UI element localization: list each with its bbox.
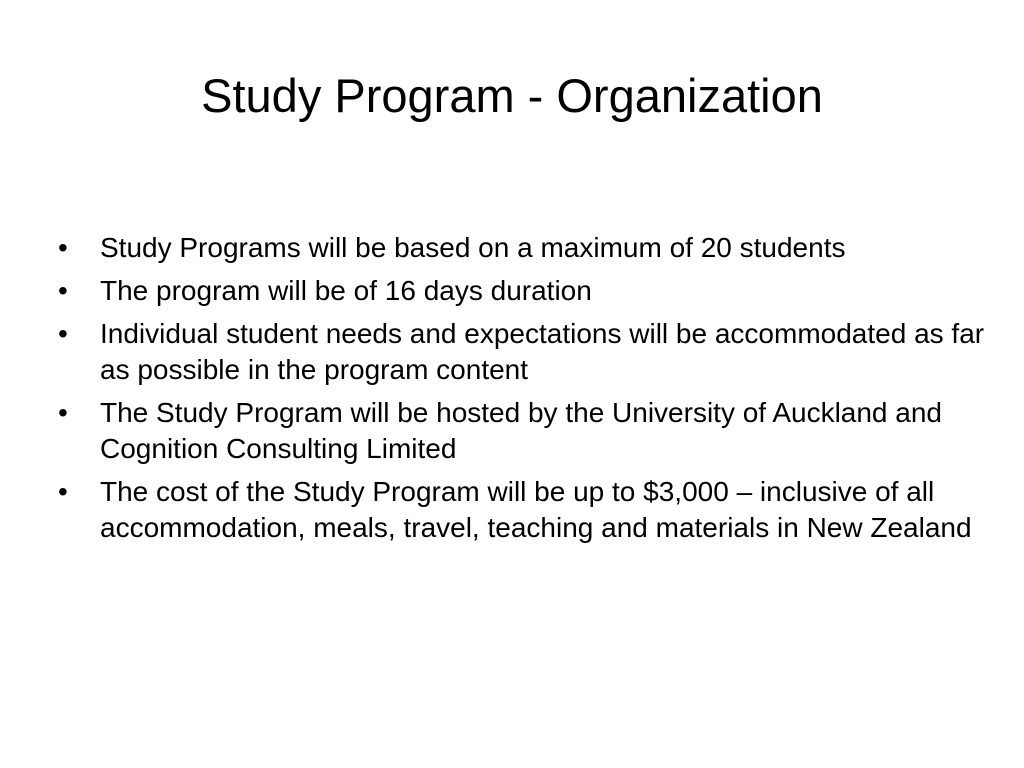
bullet-text: Study Programs will be based on a maximum of 20 students [100, 232, 846, 263]
bullet-text: The program will be of 16 days duration [100, 275, 592, 306]
bullet-item [58, 316, 988, 388]
bullet-item [58, 474, 988, 546]
bullet-text: The cost of the Study Program will be up to $3,000 – inclusive of all accommodation, meals, travel, teaching and materials in New Zealand [100, 476, 972, 543]
bullet-list [58, 230, 988, 553]
slide-title: Study Program - Organization [201, 69, 823, 122]
bullet-item [58, 395, 988, 467]
bullet-item [58, 273, 988, 309]
bullet-dot-icon: • [58, 397, 68, 428]
bullet-dot-icon: • [58, 476, 68, 507]
bullet-dot-icon: • [58, 275, 68, 306]
bullet-text: The Study Program will be hosted by the University of Auckland and Cognition Consulting Limited [100, 397, 942, 464]
bullet-text: Individual student needs and expectations will be accommodated as far as possible in the program content [100, 318, 985, 385]
bullet-item [58, 230, 988, 266]
bullet-dot-icon: • [58, 318, 68, 349]
bullet-dot-icon: • [58, 232, 68, 263]
